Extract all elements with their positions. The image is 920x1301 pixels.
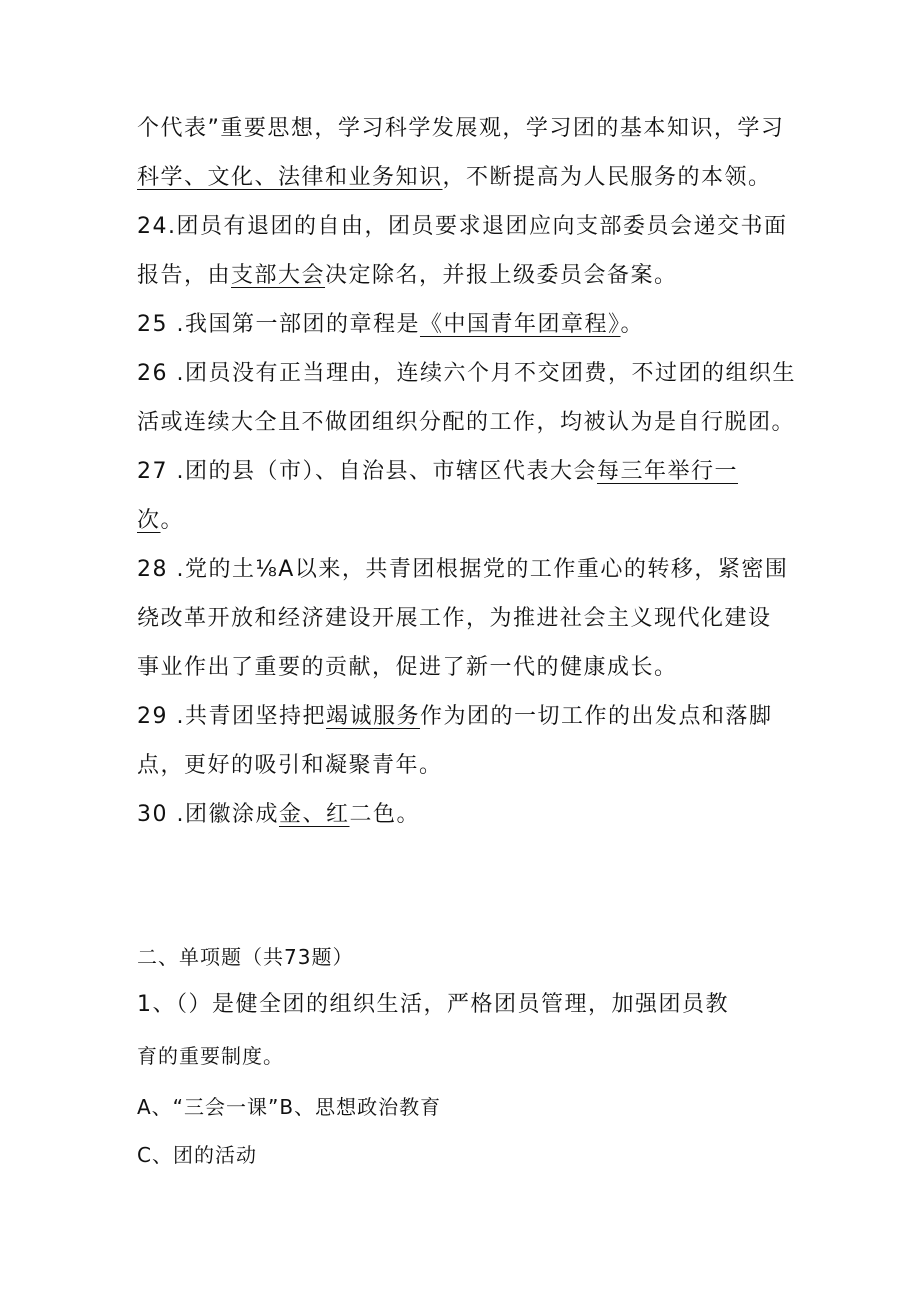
- section2-heading-text: 二、单项题（共73题）: [137, 945, 354, 969]
- q27-text-after: 。: [160, 508, 185, 533]
- q26-text-line2: 活或连续大仝且不做团组织分配的工作，均被认为是自行脱团。: [137, 410, 796, 435]
- q23-line1: [137, 114, 784, 144]
- s2-q1-text-line2: 育的重要制度。: [137, 1044, 284, 1068]
- q25-answer: 《中国青年团章程》: [419, 312, 621, 337]
- q28-text-line3: 事业作出了重要的贡献，促进了新一代的健康成长。: [137, 655, 678, 680]
- q28-line1: [137, 555, 788, 585]
- s2-q1-line2: [137, 1041, 284, 1071]
- q29-line2: [137, 751, 443, 781]
- q27-text-before: 27 .团的县（市）、自治县、市辖区代表大会: [137, 459, 597, 484]
- q27-line1: [137, 457, 738, 487]
- q24-text: 24.团员有退团的自由，团员要求退团应向支部委员会递交书面: [137, 214, 788, 239]
- q28-text: 28 .党的土⅛A以来，共青团根据党的工作重心的转移，紧密围: [137, 557, 789, 582]
- q29-text-line2: 点，更好的吸引和凝聚青年。: [137, 753, 443, 778]
- q23-line2: [137, 163, 772, 193]
- q29-text-before: 29 .共青团坚持把: [137, 704, 326, 729]
- s2-q1-option-c-text: C、团的活动: [137, 1143, 257, 1167]
- q26-text: 26 .团员没有正当理由，连续六个月不交团费，不过团的组织生: [137, 361, 796, 386]
- q25-text-before: 25 .我国第一部团的章程是: [137, 312, 420, 337]
- q30-line: [137, 800, 420, 830]
- q25-line: [137, 310, 644, 340]
- q27-answer-part2: 次: [137, 508, 161, 533]
- q24-answer: 支部大会: [231, 263, 326, 288]
- section2-heading: [137, 942, 353, 972]
- q24-text-after: 决定除名，并报上级委员会备案。: [325, 263, 678, 288]
- s2-q1-text: 1、（）是健全团的组织生活，严格团员管理，加强团员教: [137, 992, 729, 1017]
- s2-q1-option-c: [137, 1140, 257, 1170]
- q28-text-line2: 绕改革开放和经济建设开展工作，为推进社会主义现代化建设: [137, 606, 772, 631]
- q29-line1: [137, 702, 773, 732]
- q30-text-before: 30 .团徽涂成: [137, 802, 279, 827]
- q23-text-rest: ，不断提高为人民服务的本领。: [442, 165, 772, 190]
- q26-line1: [137, 359, 796, 389]
- q28-line3: [137, 653, 678, 683]
- q29-answer: 竭诚服务: [325, 704, 420, 729]
- q24-line1: [137, 212, 788, 242]
- q24-line2: [137, 261, 678, 291]
- q30-answer: 金、红: [278, 802, 350, 827]
- q28-line2: [137, 604, 772, 634]
- q27-answer-part1: 每三年举行一: [596, 459, 738, 484]
- q23-answer: 科学、文化、法律和业务知识: [137, 165, 443, 190]
- q29-text-after: 作为团的一切工作的出发点和落脚: [420, 704, 773, 729]
- q24-text-before: 报告，由: [137, 263, 232, 288]
- q26-line2: [137, 408, 795, 438]
- q30-text-after: 二色。: [349, 802, 421, 827]
- q27-line2: [137, 506, 184, 536]
- s2-q1-option-ab: [137, 1092, 441, 1122]
- s2-q1-line1: [137, 990, 729, 1020]
- q23-text: 个代表”重要思想，学习科学发展观，学习团的基本知识，学习: [137, 116, 785, 141]
- s2-q1-option-ab-text: A、“三会一课”B、思想政治教育: [137, 1095, 442, 1119]
- q25-text-after: 。: [620, 312, 645, 337]
